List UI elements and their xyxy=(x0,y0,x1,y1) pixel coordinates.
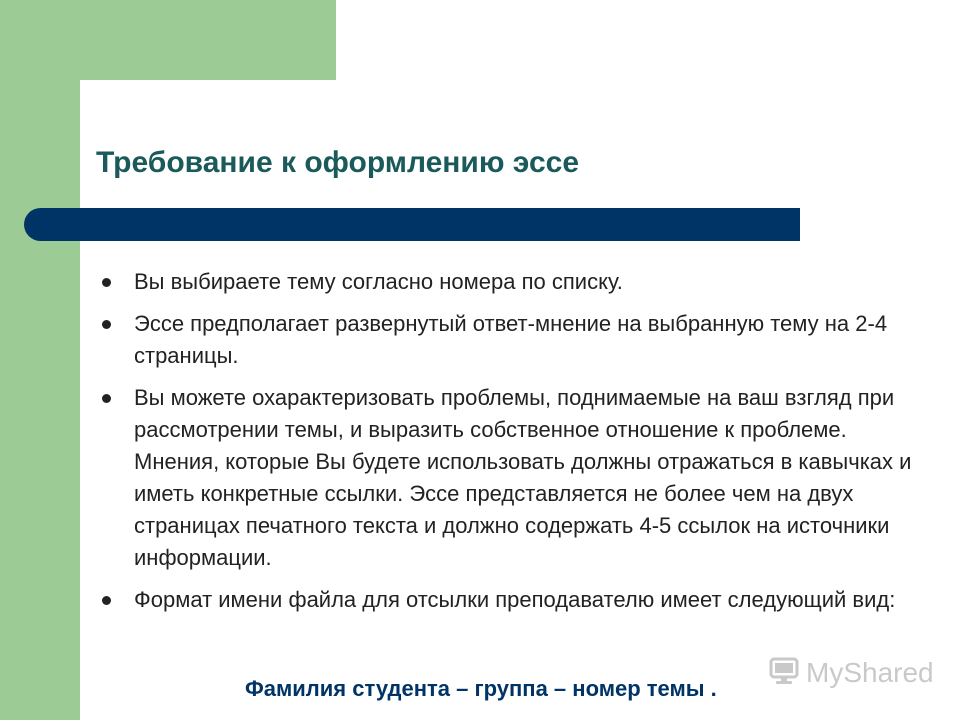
monitor-icon xyxy=(768,654,802,693)
bullet-dot-icon xyxy=(102,320,111,329)
bullet-text: Эссе предполагает развернутый ответ-мнение на выбранную тему на 2-4 страницы. xyxy=(134,311,888,368)
bullet-text: Вы выбираете тему согласно номера по списку. xyxy=(134,269,623,294)
title-underline-bar xyxy=(24,208,800,241)
bullet-dot-icon xyxy=(102,394,111,403)
slide-title: Требование к оформлению эссе xyxy=(96,146,580,179)
green-side-decoration xyxy=(0,0,80,720)
file-name-format: Фамилия студента – группа – номер темы . xyxy=(245,676,717,701)
bullet-dot-icon xyxy=(102,278,111,287)
bullet-item xyxy=(100,266,920,298)
bullet-item xyxy=(100,308,920,372)
bullet-text: Вы можете охарактеризовать проблемы, поднимаемые на ваш взгляд при рассмотрении темы, и выразить собственное отношение к проблеме. Мнения, которые Вы будете использовать должны отражаться в кавычках и иметь конкретные ссылки. Эссе представляется не более чем на двух страницах печатного текста и должно содержать 4-5 ссылок на источники информации. xyxy=(134,385,912,570)
bullet-dot-icon xyxy=(102,596,111,605)
green-top-decoration xyxy=(0,0,336,80)
bullet-text: Формат имени файла для отсылки преподавателю имеет следующий вид: xyxy=(134,587,896,612)
watermark-logo xyxy=(768,655,934,691)
bullet-item xyxy=(100,584,920,616)
bullet-list xyxy=(100,266,920,626)
bullet-item xyxy=(100,382,920,574)
watermark-text: MyShared xyxy=(806,657,934,688)
